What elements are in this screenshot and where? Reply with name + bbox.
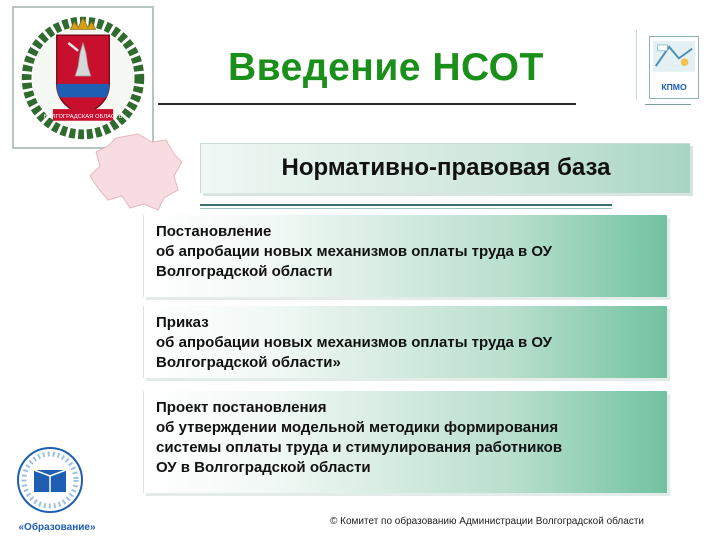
document-line: об апробации новых механизмов оплаты труда в ОУ bbox=[156, 334, 553, 351]
logo-divider bbox=[645, 104, 691, 105]
subtitle-box bbox=[200, 143, 690, 193]
coat-of-arms-icon bbox=[14, 8, 152, 147]
copyright: © Комитет по образованию Администрации Волгоградской области bbox=[330, 516, 644, 527]
subtitle-rule bbox=[200, 204, 612, 206]
emblem-ribbon-text: ВОЛГОГРАДСКАЯ ОБЛАСТЬ bbox=[43, 113, 123, 120]
title-underline bbox=[158, 103, 576, 105]
kpmo-logo-icon bbox=[650, 37, 698, 98]
document-line: Волгоградской области bbox=[156, 263, 333, 280]
document-line: ОУ в Волгоградской области bbox=[156, 459, 371, 476]
document-line: Волгоградской области» bbox=[156, 354, 341, 371]
page-title: Введение НСОТ bbox=[228, 46, 544, 89]
document-line: об апробации новых механизмов оплаты труда в ОУ bbox=[156, 243, 553, 260]
document-heading: Приказ bbox=[156, 314, 209, 331]
region-map-icon bbox=[86, 132, 186, 212]
subtitle-rule-thin bbox=[200, 208, 612, 209]
document-card-resolution bbox=[143, 215, 667, 297]
document-card-draft bbox=[143, 391, 667, 493]
document-heading: Проект постановления bbox=[156, 399, 327, 416]
education-logo-text: «Образование» bbox=[18, 522, 96, 533]
document-heading: Постановление bbox=[156, 223, 272, 240]
document-line: системы оплаты труда и стимулирования работников bbox=[156, 439, 563, 456]
kpmo-logo-text: КПМО bbox=[661, 82, 687, 93]
subtitle: Нормативно-правовая база bbox=[281, 154, 611, 181]
document-line: об утверждении модельной методики формирования bbox=[156, 419, 559, 436]
kpmo-logo bbox=[649, 36, 699, 99]
logo-divider-vertical bbox=[636, 30, 637, 100]
document-card-order bbox=[143, 306, 667, 378]
emblem-frame bbox=[12, 6, 154, 149]
education-project-logo-icon bbox=[4, 440, 106, 536]
